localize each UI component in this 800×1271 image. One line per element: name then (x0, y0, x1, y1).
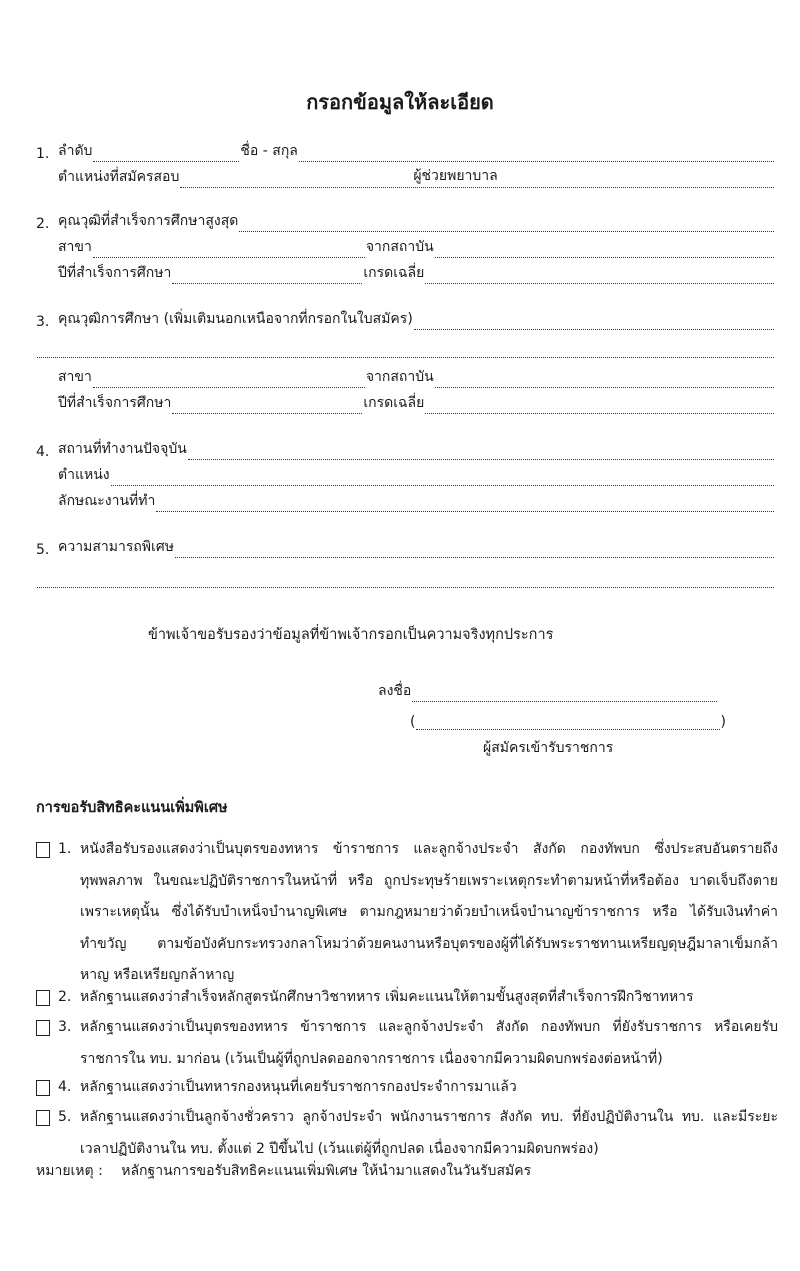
name-label: ชื่อ - สกุล (240, 143, 298, 159)
special-skills-label: ความสามารถพิเศษ (58, 539, 174, 555)
form-title: กรอกข้อมูลให้ละเอียด (306, 90, 494, 114)
bonus-item-3 (36, 1012, 778, 1075)
row-job-description (36, 490, 775, 512)
institution-label: จากสถาบัน (365, 239, 434, 255)
bonus-item-1 (36, 834, 778, 992)
gpa-label: เกรดเฉลี่ย (363, 395, 425, 411)
note-text: หลักฐานการขอรับสิทธิคะแนนเพิ่มพิเศษ ให้นำมาแสดงในวันรับสมัคร (121, 1163, 532, 1179)
checkbox[interactable] (36, 1080, 50, 1096)
additional-education-field-2[interactable] (37, 343, 774, 358)
institution-field[interactable] (435, 243, 774, 258)
job-description-field[interactable] (156, 497, 774, 512)
position-field-left[interactable] (180, 173, 412, 188)
major-field[interactable] (93, 243, 365, 258)
major-field[interactable] (93, 373, 365, 388)
checkbox[interactable] (36, 842, 50, 858)
item-text: หนังสือรับรองแสดงว่าเป็นบุตรของทหาร ข้าราชการ และลูกจ้างประจำ สังกัด กองทัพบก ซึ่งประสบอันตรายถึง ทุพพลภาพ ในขณะปฏิบัติราชการในหน้าที่ หรือ ถูกประทุษร้ายเพราะเหตุกระทำตามหน้าที่หรือต้อง บาดเจ็บถึงตาย เพราะเหตุนั้น ซึ่งได้รับบำเหน็จบำนาญพิเศษ ตามกฎหมายว่าด้วยบำเหน็จบำนาญข้าราชการ หรือ ได้รับเงินทำค่าทำขวัญ ตามข้อบังคับกระทรวงกลาโหมว่าด้วยคนงานหรือบุตรของผู้ที่ได้รับพระราชทานเหรียญดุษฎีมาลาเข็มกล้าหาญ หรือเหรียญกล้าหาญ (80, 841, 778, 983)
item-number: 5. (58, 1109, 72, 1125)
year-field[interactable] (172, 269, 362, 284)
job-description-label: ลักษณะงานที่ทำ (58, 493, 156, 509)
current-position-label: ตำแหน่ง (58, 467, 110, 483)
additional-education-label: คุณวุฒิการศึกษา (เพิ่มเติมนอกเหนือจากที่กรอกในใบสมัคร) (58, 311, 413, 327)
workplace-field[interactable] (188, 445, 774, 460)
item-number: 2. (58, 989, 72, 1005)
signature-field[interactable] (412, 687, 717, 702)
checkbox[interactable] (36, 1110, 50, 1126)
major-label: สาขา (58, 239, 92, 255)
item-text: หลักฐานแสดงว่าเป็นลูกจ้างชั่วคราว ลูกจ้างประจำ พนักงานราชการ สังกัด ทบ. ที่ยังปฏิบัติงานใน ทบ. และมีระยะเวลาปฏิบัติงานใน ทบ. ตั้งแต่ 2 ปีขึ้นไป (เว้นแต่ผู้ที่ถูกปลด เนื่องจากมีความผิดบกพร่อง) (80, 1109, 778, 1157)
special-skills-field-2[interactable] (37, 573, 774, 588)
major-label: สาขา (58, 369, 92, 385)
row-major-institution-2 (36, 366, 775, 388)
item-text: หลักฐานแสดงว่าเป็นบุตรของทหาร ข้าราชการ และลูกจ้างประจำ สังกัด กองทัพบก ที่ยังรับราชการ หรือเคยรับราชการใน ทบ. มาก่อน (เว้นเป็นผู้ที่ถูกปลดออกจากราชการ เนื่องจากมีความผิดบกพร่องต่อหน้าที่) (80, 1019, 778, 1067)
gpa-field[interactable] (425, 269, 774, 284)
workplace-label: สถานที่ทำงานปัจจุบัน (58, 441, 187, 457)
note (36, 1160, 531, 1182)
note-label: หมายเหตุ : (36, 1163, 103, 1179)
gpa-label: เกรดเฉลี่ย (363, 265, 425, 281)
row-additional-education-2 (36, 336, 775, 358)
institution-field[interactable] (435, 373, 774, 388)
highest-education-field[interactable] (239, 217, 774, 232)
row-position (36, 166, 775, 188)
name-field[interactable] (299, 147, 774, 162)
checkbox[interactable] (36, 990, 50, 1006)
row-order-name (36, 140, 775, 162)
printed-name-field[interactable] (416, 715, 719, 730)
position-field-right[interactable] (499, 173, 774, 188)
year-label: ปีที่สำเร็จการศึกษา (58, 395, 172, 411)
sign-label: ลงชื่อ (378, 683, 412, 699)
row-year-gpa-2 (36, 392, 775, 414)
gpa-field[interactable] (425, 399, 774, 414)
close-paren: ) (720, 714, 726, 730)
row-current-position (36, 464, 775, 486)
order-label: ลำดับ (58, 143, 93, 159)
bonus-item-5 (36, 1102, 778, 1165)
item-text: หลักฐานแสดงว่าเป็นทหารกองหนุนที่เคยรับราชการกองประจำการมาแล้ว (80, 1079, 517, 1095)
item-number: 4. (58, 1079, 72, 1095)
checkbox[interactable] (36, 1020, 50, 1036)
certification-statement: ข้าพเจ้าขอรับรองว่าข้อมูลที่ข้าพเจ้ากรอกเป็นความจริงทุกประการ (148, 627, 554, 643)
section-number: 1. (36, 146, 50, 162)
order-field[interactable] (93, 147, 239, 162)
section-number: 5. (36, 542, 50, 558)
row-major-institution (36, 236, 775, 258)
section-number: 3. (36, 314, 50, 330)
row-highest-education (36, 210, 775, 232)
position-value[interactable]: ผู้ช่วยพยาบาล (413, 165, 497, 188)
row-workplace (36, 438, 775, 460)
row-special-skills-2 (36, 566, 775, 588)
item-text: หลักฐานแสดงว่าสำเร็จหลักสูตรนักศึกษาวิชาทหาร เพิ่มคะแนนให้ตามขั้นสูงสุดที่สำเร็จการฝึกวิชาทหาร (80, 989, 694, 1005)
printed-name-row (410, 708, 726, 730)
year-label: ปีที่สำเร็จการศึกษา (58, 265, 172, 281)
section-number: 2. (36, 216, 50, 232)
open-paren: ( (410, 714, 416, 730)
section-number: 4. (36, 444, 50, 460)
applicant-role: ผู้สมัครเข้ารับราชการ (483, 740, 614, 756)
row-year-gpa (36, 262, 775, 284)
year-field[interactable] (172, 399, 362, 414)
bonus-item-2 (36, 982, 778, 1014)
special-skills-field[interactable] (175, 543, 774, 558)
bonus-item-4 (36, 1072, 778, 1104)
additional-education-field[interactable] (414, 315, 774, 330)
highest-education-label: คุณวุฒิที่สำเร็จการศึกษาสูงสุด (58, 213, 239, 229)
institution-label: จากสถาบัน (365, 369, 434, 385)
bonus-heading: การขอรับสิทธิคะแนนเพิ่มพิเศษ (36, 800, 228, 816)
row-additional-education (36, 308, 775, 330)
row-special-skills (36, 536, 775, 558)
position-label: ตำแหน่งที่สมัครสอบ (58, 169, 180, 185)
item-number: 1. (58, 841, 72, 857)
signature-row (378, 680, 718, 702)
item-number: 3. (58, 1019, 72, 1035)
current-position-field[interactable] (111, 471, 774, 486)
